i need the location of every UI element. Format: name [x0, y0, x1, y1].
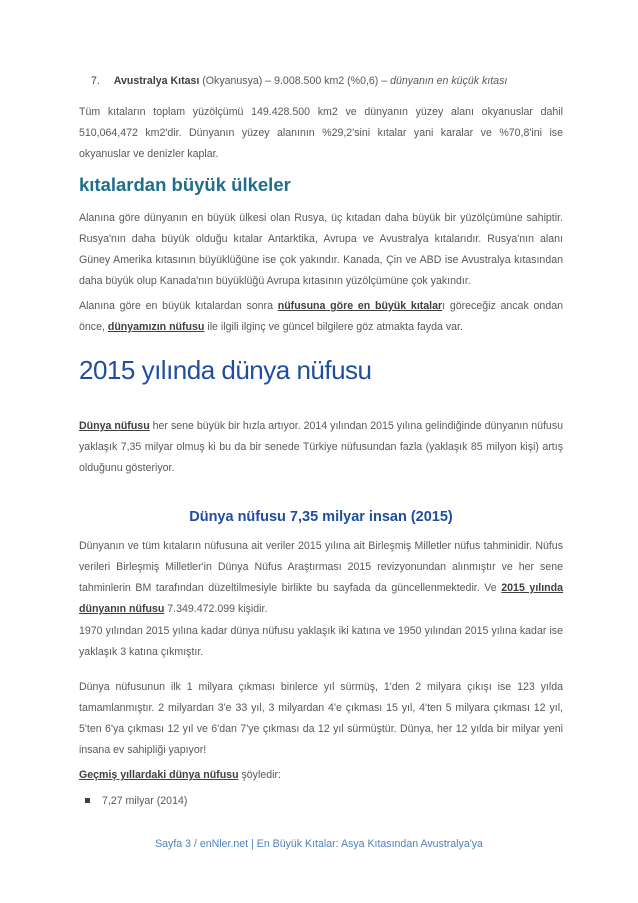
- heading-largest-countries: kıtalardan büyük ülkeler: [79, 174, 291, 195]
- paragraph-billion-milestones: Dünya nüfusunun ilk 1 milyara çıkması binlerce yıl sürmüş, 1'den 2 milyara çıkışı ise 123 yılda tamamlanmıştır. 2 milyardan 3'e 33 yıl, 3 milyardan 4'e çıkması 15 yıl, 4'ten 5 milyara çıkması 12 yıl, 5'ten 6'ya çıkması 12 yıl ve 6'dan 7'ye çıkması da 12 yıl sürmüştür. Dünya, her 12 yılda bir milyar yeni insana ev sahipliği yapıyor!: [79, 681, 563, 756]
- link-past-population[interactable]: Geçmiş yıllardaki dünya nüfusu: [79, 769, 239, 781]
- page-footer: Sayfa 3 / enNler.net | En Büyük Kıtalar: Asya Kıtasından Avustralya'ya: [155, 838, 483, 850]
- paragraph-largest-countries: Alanına göre dünyanın en büyük ülkesi olan Rusya, üç kıtadan daha büyük bir yüzölçümüne sahiptir. Rusya'nın daha büyük olduğu kıtalar Antarktika, Avrupa ve Avustralya kıtalarıdır. Rusya'nın alanı Güney Amerika kıtasının büyüklüğüne ise çok yakındır. Kanada, Çin ve ABD ise Avustralya kıtasından daha büyük olup Kanada'nın büyüklüğü Avrupa kıtasının yüzölçümüne çok yakındır.: [79, 212, 563, 287]
- bullet-square-icon: [85, 798, 90, 803]
- paragraph-surface-area: Tüm kıtaların toplam yüzölçümü 149.428.500 km2 ve dünyanın yüzey alanı okyanuslar dahil 510,064,472 km2'dir. Dünyanın yüzey alanının %29,2'sini kıtalar yani karalar ve %70,8'ini ise okyanuslar ve denizler kaplar.: [79, 106, 563, 160]
- list-number: 7.: [91, 75, 100, 87]
- link-dunya-nufusu[interactable]: Dünya nüfusu: [79, 420, 150, 432]
- paragraph-population-intro: Alanına göre en büyük kıtalardan sonra nüfusuna göre en büyük kıtaları göreceğiz ancak ondan önce, dünyamızın nüfusu ile ilgili ilginç ve güncel bilgilere göz atmakta fayda var.: [79, 300, 564, 333]
- paragraph-un-estimates: Dünyanın ve tüm kıtaların nüfusuna ait veriler 2015 yılına ait Birleşmiş Milletler nüfus tahminidir. Nüfus verileri Birleşmiş Milletler'in Dünya Nüfus Araştırması 2015 revizyonundan alınmıştır ve her sene tahminlerin BM tarafından düzeltilmesiyle birlikte bu sayfada da güncellenmektedir. Ve 2015 yılında dünyanın nüfusu 7.349.472.099 kişidir.: [79, 540, 563, 615]
- list-item-australia: [91, 73, 507, 89]
- link-world-population[interactable]: dünyamızın nüfusu: [107, 321, 205, 333]
- link-population-2015[interactable]: 2015 yılında dünyanın nüfusu: [79, 582, 563, 615]
- list-item-text: (Okyanusya) – 9.008.500 km2 (%0,6) –: [199, 75, 391, 87]
- paragraph-past-years: Geçmiş yıllardaki dünya nüfusu şöyledir:: [79, 769, 281, 781]
- list-item-title: Avustralya Kıtası: [113, 75, 200, 87]
- list-item: [85, 793, 187, 809]
- list-item-italic: dünyanın en küçük kıtası: [390, 75, 508, 87]
- bullet-text: 7,27 milyar (2014): [102, 795, 188, 807]
- paragraph-population-growth: Dünya nüfusu her sene büyük bir hızla artıyor. 2014 yılından 2015 yılına gelindiğinde dünyanın nüfusu yaklaşık 7,35 milyar olmuş ki bu da bir senede Türkiye nüfusundan fazla (yaklaşık 85 milyon kişi) artış olduğunu gösteriyor.: [79, 420, 564, 474]
- link-population-continents[interactable]: nüfusuna göre en büyük kıtalar: [277, 300, 443, 312]
- paragraph-doubling: 1970 yılından 2015 yılına kadar dünya nüfusu yaklaşık iki katına ve 1950 yılından 2015 yılına kadar ise yaklaşık 3 katına çıkmıştır.: [79, 625, 563, 658]
- heading-world-population-2015: 2015 yılında dünya nüfusu: [79, 355, 372, 385]
- heading-population-735: Dünya nüfusu 7,35 milyar insan (2015): [189, 509, 453, 525]
